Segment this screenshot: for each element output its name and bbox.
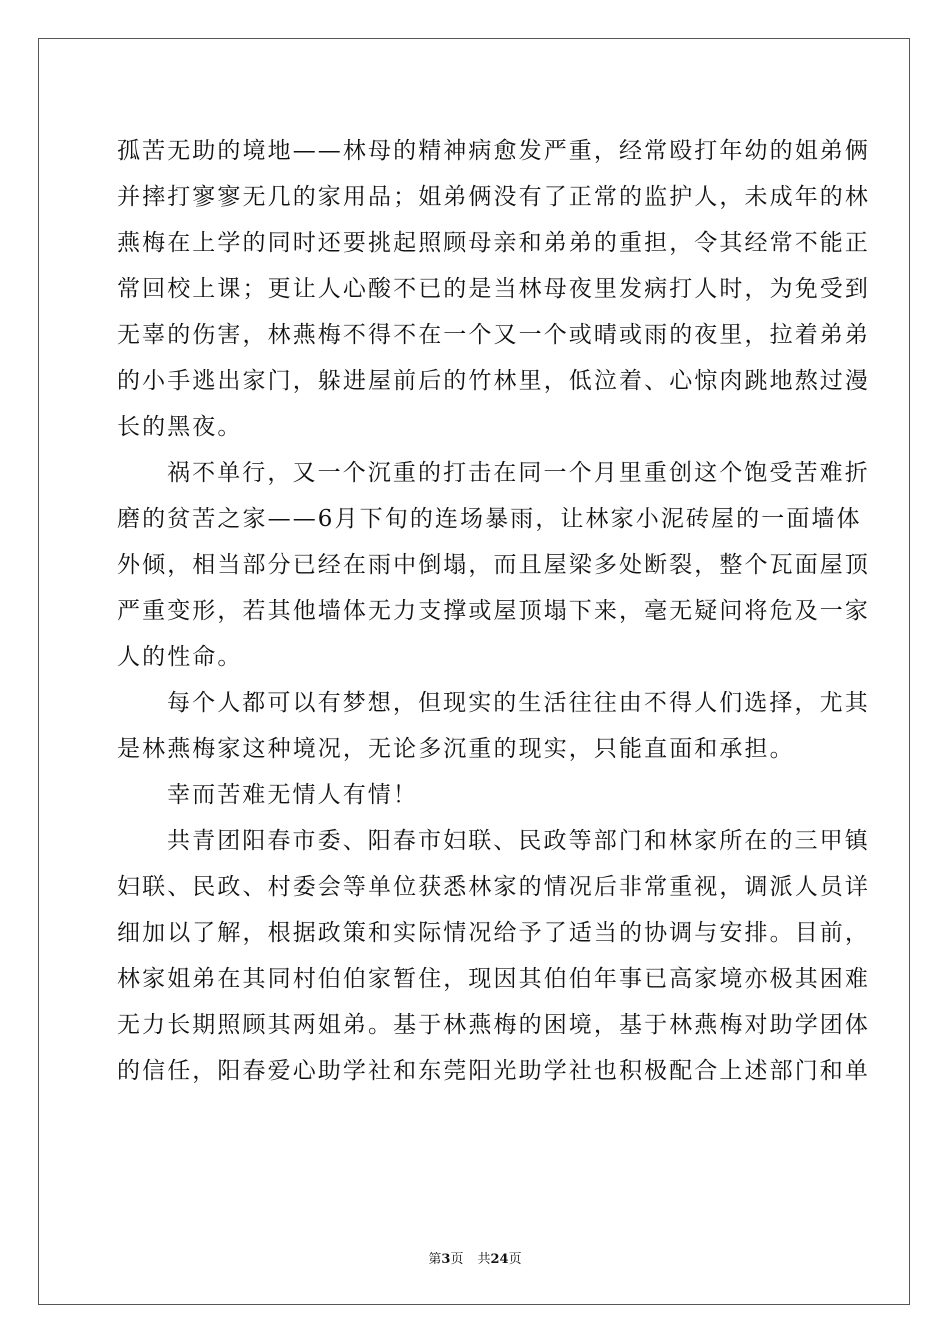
text-line: 长的黑夜。 (117, 414, 243, 440)
text-line: 燕梅在上学的同时还要挑起照顾母亲和弟弟的重担，令其经常不能正 (117, 230, 870, 256)
page-suffix: 页 (450, 1252, 464, 1267)
text-line: 是林燕梅家这种境况，无论多沉重的现实，只能直面和承担。 (117, 736, 795, 762)
paragraph-5 (117, 818, 870, 1094)
text-line: 共青团阳春市委、阳春市妇联、民政等部门和林家所在的三甲镇 (167, 828, 870, 854)
paragraph-3 (117, 680, 870, 772)
paragraph-4 (117, 772, 833, 818)
page-footer (0, 1248, 950, 1267)
total-suffix: 页 (508, 1252, 522, 1267)
text-line: 每个人都可以有梦想，但现实的生活往往由不得人们选择，尤其 (167, 690, 870, 716)
page-current-number: 3 (441, 1252, 451, 1267)
text-line: 无力长期照顾其两姐弟。基于林燕梅的困境，基于林燕梅对助学团体 (117, 1012, 870, 1038)
document-body (117, 128, 870, 1094)
text-line: 严重变形，若其他墙体无力支撑或屋顶塌下来，毫无疑问将危及一家 (117, 598, 870, 624)
text-line: 常回校上课；更让人心酸不已的是当林母夜里发病打人时，为免受到 (117, 276, 870, 302)
text-line: 妇联、民政、村委会等单位获悉林家的情况后非常重视，调派人员详 (117, 874, 870, 900)
page-prefix: 第 (428, 1252, 442, 1267)
text-line: 幸而苦难无情人有情！ (167, 782, 418, 808)
text-line: 无辜的伤害，林燕梅不得不在一个又一个或晴或雨的夜里，拉着弟弟 (117, 322, 870, 348)
text-line: 孤苦无助的境地——林母的精神病愈发严重，经常殴打年幼的姐弟俩 (117, 138, 870, 164)
text-line: 的信任，阳春爱心助学社和东莞阳光助学社也积极配合上述部门和单 (117, 1058, 870, 1084)
text-line: 外倾，相当部分已经在雨中倒塌，而且屋梁多处断裂，整个瓦面屋顶 (117, 552, 870, 578)
text-line: 的小手逃出家门，躲进屋前后的竹林里，低泣着、心惊肉跳地熬过漫 (117, 368, 870, 394)
paragraph-2 (117, 450, 870, 680)
text-line: 磨的贫苦之家——6月下旬的连场暴雨，让林家小泥砖屋的一面墙体 (117, 506, 862, 532)
paragraph-1 (117, 128, 870, 450)
total-prefix: 共 (477, 1252, 491, 1267)
text-line: 人的性命。 (117, 644, 243, 670)
page-total-number: 24 (490, 1252, 509, 1267)
text-line: 并摔打寥寥无几的家用品；姐弟俩没有了正常的监护人，未成年的林 (117, 184, 870, 210)
text-line: 祸不单行，又一个沉重的打击在同一个月里重创这个饱受苦难折 (167, 460, 870, 486)
text-line: 细加以了解，根据政策和实际情况给予了适当的协调与安排。目前， (117, 920, 870, 946)
text-line: 林家姐弟在其同村伯伯家暂住，现因其伯伯年事已高家境亦极其困难 (117, 966, 870, 992)
